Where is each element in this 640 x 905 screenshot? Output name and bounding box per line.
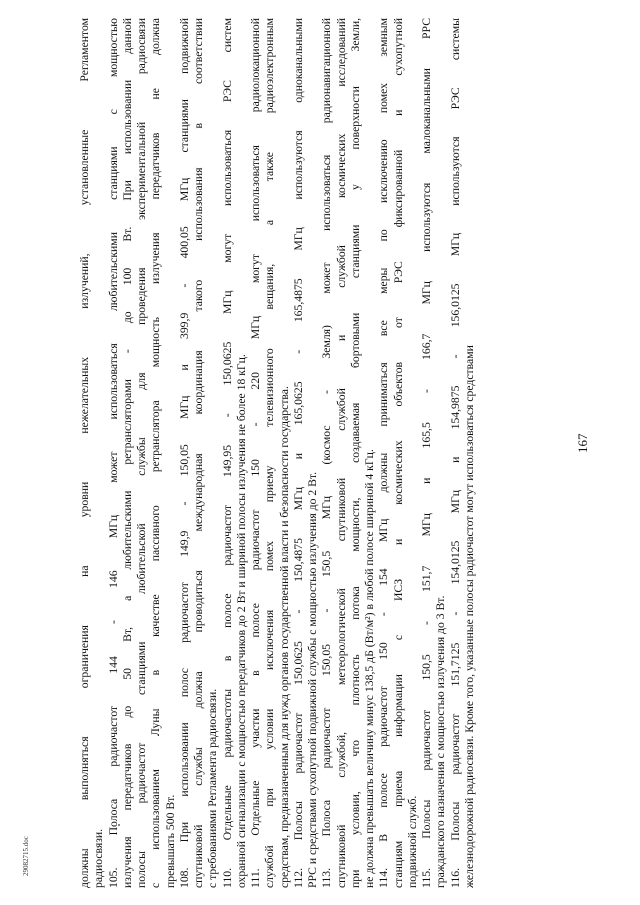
text-line: 110. Отдельные радиочастоты в полосе радиочастот 149,95 - 150,0625 МГц могут использоваться РЭС систем (220, 18, 234, 888)
paragraph (377, 18, 420, 888)
text-line: средствам, предназначенным для нужд органов государственной власти и безопасности государства. (277, 386, 291, 888)
text-line: подвижной служб. (405, 795, 419, 888)
text-line: излучения передатчиков до 50 Вт, а любительскими ретрансляторами - до 100 Вт. При использовании данной (120, 18, 134, 888)
text-line: службой при условии исключения помех приему телевизионного вещания, а также радиоэлектронным (263, 18, 277, 888)
text-line: 108. При использовании полос радиочастот 149,9 - 150,05 МГц и 399,9 - 400,05 МГц станциями подвижной (177, 18, 191, 888)
paragraph (178, 18, 221, 888)
text-line: охранной сигнализации с мощностью передатчиков до 2 Вт и шириной полосы излучения не более 18 кГц. (234, 354, 248, 888)
text-line: должны выполняться ограничения на уровни нежелательных излучений, установленные Регламентом (78, 18, 91, 888)
text-line: полосы радиочастот станциями любительской службы для проведения экспериментальной радиосвязи (135, 18, 148, 888)
text-line: 116. Полосы радиочастот 151,7125 - 154,0125 МГц и 154,9875 - 156,0125 МГц используются РЭС системы (448, 18, 462, 888)
text-line: при условии, что плотность потока мощности, создаваемая бортовыми станциями у поверхности Земли, (348, 18, 362, 888)
text-line: спутниковой службы должна проводиться международная координация такого использования в соответствии (192, 18, 205, 888)
page-number: 167 (575, 433, 590, 453)
text-line: не должна превышать величину минус 138,5 дБ (Вт/м²) в любой полосе шириной 4 кГц. (363, 449, 376, 888)
text-line: гражданского назначения с мощностью излучения до 3 Вт. (434, 595, 448, 888)
document-id: 29082715.doc (22, 836, 30, 876)
text-line: РРС и средствами сухопутной подвижной службы с мощностью излучения до 2 Вт. (306, 471, 319, 888)
rotated-text-body (78, 18, 583, 888)
text-line: 115. Полосы радиочастот 150,5 - 151,7 МГц и 165,5 - 166,7 МГц используются малоканальными РРС (420, 18, 433, 888)
text-line: 113. Полоса радиочастот 150,05 - 150,5 МГц (космос - Земля) может использоваться радионавигационной (320, 18, 334, 888)
paragraph (107, 18, 178, 888)
paragraph (221, 18, 250, 888)
text-line: с требованиями Регламента радиосвязи. (206, 688, 220, 888)
text-line: 111. Отдельные участки в полосе радиочастот 150 - 220 МГц могут использоваться радиолокационной (249, 18, 262, 888)
text-line: 112. Полосы радиочастот 150,0625 - 150,4875 МГц и 165,0625 - 165,4875 МГц используются одноканальными (291, 18, 305, 888)
text-line: железнодорожной радиосвязи. Кроме того, указанные полосы радиочастот могут использоваться средствами (462, 345, 476, 888)
paragraph (320, 18, 377, 888)
text-line: 105. Полоса радиочастот 144 - 146 МГц может использоваться любительскими станциями с мощностью (106, 18, 120, 888)
text-line: 114. В полосе радиочастот 150 - 154 МГц должны приниматься все меры по исключению помех земным (377, 18, 391, 888)
text-line: станциям приема информации с ИСЗ и космических объектов от РЭС фиксированной и сухопутной (391, 18, 405, 888)
text-line: превышать 500 Вт. (163, 794, 177, 888)
text-line: радиосвязи. (92, 828, 106, 888)
paragraph (292, 18, 321, 888)
paragraph (78, 18, 107, 888)
text-line: с использованием Луны в качестве пассивного ретранслятора мощность излучения передатчиков не должна (149, 18, 163, 888)
text-line: спутниковой службой, метеорологической спутниковой службой и службой космических исследований (334, 18, 348, 888)
paragraph (249, 18, 292, 888)
paragraph (449, 18, 478, 888)
paragraph (420, 18, 449, 888)
